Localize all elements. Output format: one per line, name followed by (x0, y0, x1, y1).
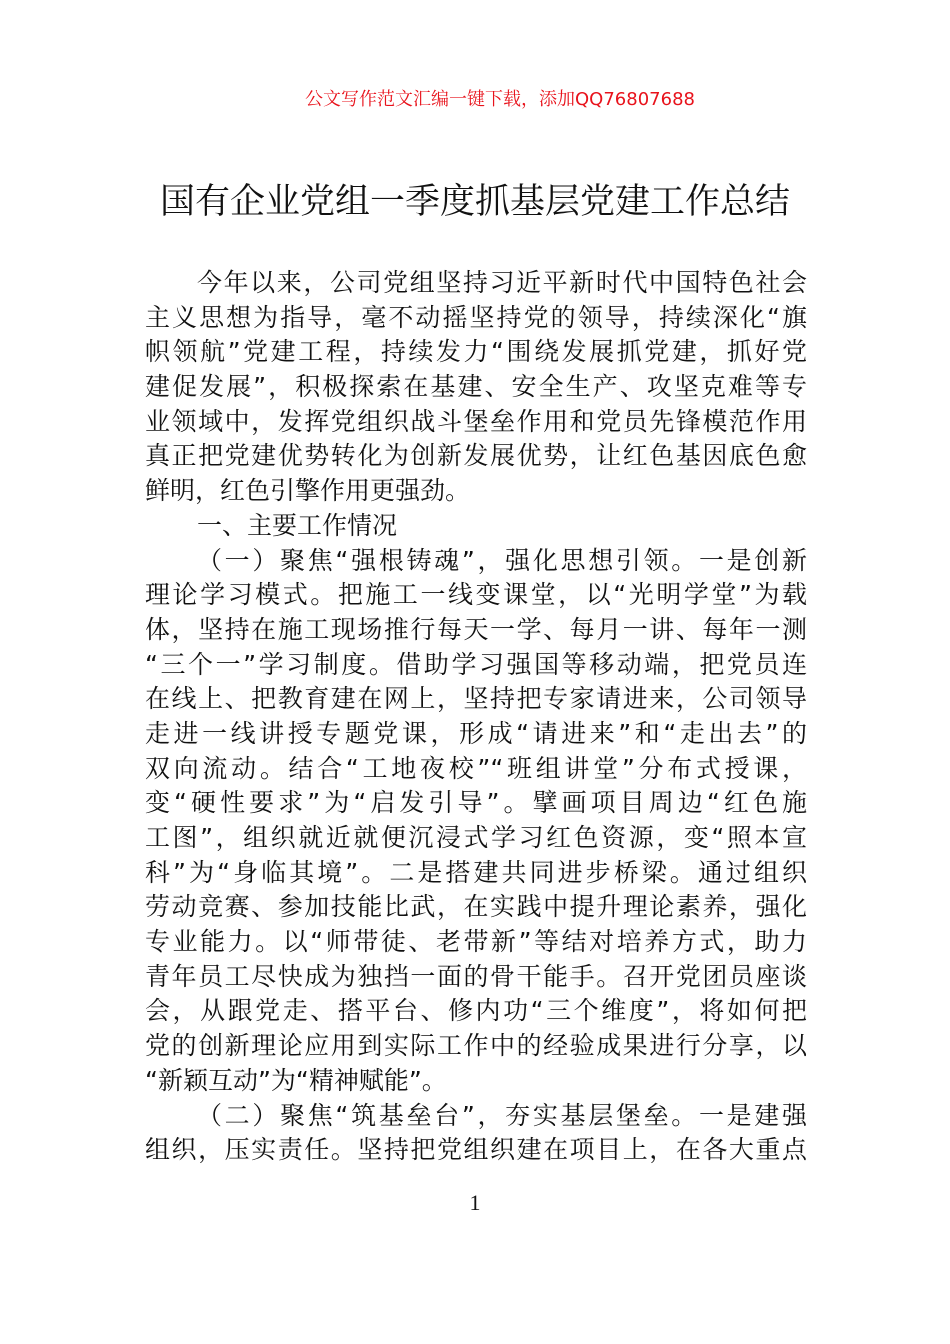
text-line: 工图”，组织就近就便沉浸式学习红色资源，变“照本宣 (145, 823, 807, 852)
text-line: 真正把党建优势转化为创新发展优势，让红色基因底色愈 (145, 441, 807, 471)
text-line: 业领域中，发挥党组织战斗堡垒作用和党员先锋模范作用 (145, 406, 807, 436)
text-line: 建促发展”，积极探索在基建、安全生产、攻坚克难等专 (145, 372, 807, 402)
text-line: 党的创新理论应用到实际工作中的经验成果进行分享，以 (145, 1031, 807, 1061)
text-line: 双向流动。结合“工地夜校”“班组讲堂”分布式授课， (145, 753, 807, 783)
text-line: （一）聚焦“强根铸魂”，强化思想引领。一是创新 (197, 545, 807, 575)
text-line: 理论学习模式。把施工一线变课堂，以“光明学堂”为载 (145, 580, 807, 610)
text-line: 组织，压实责任。坚持把党组织建在项目上，在各大重点 (145, 1135, 807, 1165)
document-body (145, 266, 807, 1168)
document-title: 国有企业党组一季度抓基层党建工作总结 (159, 182, 790, 222)
text-line: 专业能力。以“师带徒、老带新”等结对培养方式，助力 (145, 927, 807, 957)
text-line: 走进一线讲授专题党课，形成“请进来”和“走出去”的 (145, 718, 807, 748)
text-line: 主义思想为指导，毫不动摇坚持党的领导，持续深化“旗 (145, 302, 807, 332)
text-line: 科”为“身临其境”。二是搭建共同进步桥梁。通过组织 (145, 857, 807, 887)
download-banner: 公文写作范文汇编一键下载，添加QQ76807688 (305, 89, 695, 110)
text-line: 在线上、把教育建在网上，坚持把专家请进来，公司领导 (145, 684, 807, 714)
text-line: 青年员工尽快成为独挡一面的骨干能手。召开党团员座谈 (145, 961, 807, 991)
text-line: 今年以来，公司党组坚持习近平新时代中国特色社会 (197, 268, 807, 297)
text-line: 鲜明，红色引擎作用更强劲。 (145, 476, 471, 506)
text-line: 变“硬性要求”为“启发引导”。擘画项目周边“红色施 (145, 788, 807, 818)
text-line: 劳动竞赛、参加技能比武，在实践中提升理论素养，强化 (145, 892, 807, 922)
text-line: “三个一”学习制度。借助学习强国等移动端，把党员连 (145, 649, 807, 679)
text-line: “新颖互动”为“精神赋能”。 (145, 1065, 447, 1095)
text-line: 体，坚持在施工现场推行每天一学、每月一讲、每年一测 (145, 614, 807, 644)
text-line: （二）聚焦“筑基垒台”，夯实基层堡垒。一是建强 (197, 1100, 807, 1130)
text-line: 帜领航”党建工程，持续发力“围绕发展抓党建，抓好党 (145, 337, 807, 367)
page-number: 1 (469, 1190, 481, 1215)
section-heading: 一、主要工作情况 (197, 510, 398, 540)
text-line: 会，从跟党走、搭平台、修内功“三个维度”，将如何把 (145, 996, 807, 1026)
